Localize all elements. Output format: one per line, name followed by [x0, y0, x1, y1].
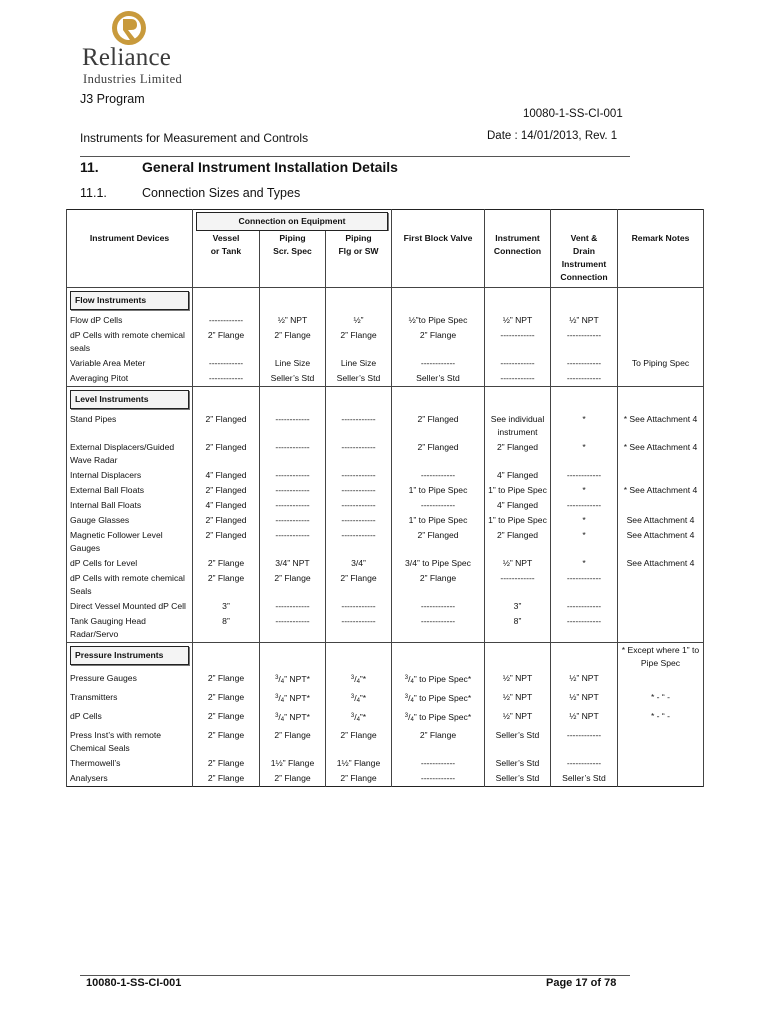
company-logo — [82, 8, 192, 86]
device-name-cell: Thermowell’s — [67, 756, 193, 771]
value-cell — [618, 756, 704, 771]
value-cell: * — [551, 528, 618, 556]
table-row — [67, 412, 704, 440]
value-cell: 2” Flanged — [485, 440, 551, 468]
table-row — [67, 498, 704, 513]
group-row-cell — [392, 287, 485, 313]
header-remark-notes: Remark Notes — [618, 231, 704, 287]
value-cell: ½” NPT — [551, 313, 618, 328]
group-row-cell — [485, 287, 551, 313]
fraction-value-cell — [260, 709, 326, 728]
value-cell: ------------ — [392, 599, 485, 614]
fraction: $^3/_4$ — [404, 711, 414, 723]
value-cell: ------------ — [551, 571, 618, 599]
fraction-denominator: 4 — [280, 678, 285, 685]
device-name-cell: Averaging Pitot — [67, 371, 193, 387]
value-cell: ------------ — [326, 498, 392, 513]
value-cell: Seller’s Std — [392, 371, 485, 387]
fraction-denominator: 4 — [280, 716, 285, 723]
fraction-suffix: ” NPT* — [284, 673, 310, 684]
value-cell: 2” Flanged — [193, 528, 260, 556]
group-label-cell — [67, 642, 193, 671]
group-row-cell — [326, 287, 392, 313]
group-row-cell — [260, 287, 326, 313]
value-cell: 3/4” to Pipe Spec — [392, 556, 485, 571]
group-row-cell — [485, 642, 551, 671]
group-label-cell — [67, 287, 193, 313]
value-cell: ------------ — [260, 440, 326, 468]
value-cell: 2” Flange — [392, 728, 485, 756]
fraction-denominator: 4 — [410, 697, 414, 704]
group-row-cell — [193, 287, 260, 313]
value-cell — [618, 571, 704, 599]
value-cell: 2” Flange — [326, 728, 392, 756]
value-cell: 3” — [193, 599, 260, 614]
device-name-cell: Flow dP Cells — [67, 313, 193, 328]
value-cell: ------------ — [392, 356, 485, 371]
fraction-value-cell — [392, 671, 485, 690]
device-name-cell: Internal Displacers — [67, 468, 193, 483]
fraction: $^3/_4$ — [275, 711, 285, 723]
table-row — [67, 528, 704, 556]
group-row-cell — [326, 386, 392, 412]
device-name-cell: Analysers — [67, 771, 193, 787]
table-row — [67, 599, 704, 614]
device-name-cell: Gauge Glasses — [67, 513, 193, 528]
fraction-value-cell — [392, 690, 485, 709]
fraction-numerator: 3 — [275, 674, 279, 681]
device-name-cell: dP Cells — [67, 709, 193, 728]
value-cell: ------------ — [485, 571, 551, 599]
value-cell: 2” Flange — [193, 571, 260, 599]
table-row — [67, 440, 704, 468]
group-row-cell — [551, 642, 618, 671]
value-cell: ------------ — [485, 371, 551, 387]
footer-document-number: 10080-1-SS-CI-001 — [86, 977, 182, 989]
value-cell: 2” Flange — [392, 571, 485, 599]
value-cell: 2” Flange — [193, 328, 260, 356]
value-cell: 2” Flange — [260, 328, 326, 356]
value-cell: ------------ — [485, 356, 551, 371]
value-cell: ------------ — [326, 614, 392, 643]
value-cell: ------------ — [260, 614, 326, 643]
value-cell: ½” NPT — [485, 690, 551, 709]
value-cell: See Attachment 4 — [618, 513, 704, 528]
value-cell: ½” NPT — [551, 709, 618, 728]
group-label: Flow Instruments — [70, 291, 189, 310]
value-cell: 1” to Pipe Spec — [392, 513, 485, 528]
group-row-cell — [551, 386, 618, 412]
device-name-cell: Transmitters — [67, 690, 193, 709]
value-cell: * - “ - — [618, 690, 704, 709]
value-cell: * See Attachment 4 — [618, 412, 704, 440]
table-row — [67, 614, 704, 643]
device-name-cell: External Displacers/Guided Wave Radar — [67, 440, 193, 468]
value-cell: ------------ — [326, 440, 392, 468]
value-cell: 2” Flange — [260, 728, 326, 756]
fraction-denominator: 4 — [410, 678, 414, 685]
value-cell: ------------ — [551, 328, 618, 356]
table-row — [67, 709, 704, 728]
value-cell: Line Size — [326, 356, 392, 371]
value-cell: 1½” Flange — [326, 756, 392, 771]
fraction-numerator: 3 — [404, 693, 409, 700]
value-cell — [618, 599, 704, 614]
value-cell: ------------ — [326, 483, 392, 498]
value-cell: ------------ — [392, 756, 485, 771]
fraction: $^3/_4$ — [275, 673, 285, 685]
value-cell — [618, 313, 704, 328]
fraction-value-cell — [326, 671, 392, 690]
value-cell: ------------ — [392, 771, 485, 787]
footer-page-number: Page 17 of 78 — [546, 977, 617, 989]
value-cell: ------------ — [392, 614, 485, 643]
connection-on-equipment-header: Connection on Equipment — [196, 212, 388, 231]
fraction-denominator: 4 — [280, 697, 285, 704]
value-cell: ------------ — [326, 528, 392, 556]
header-instrument-connection: Instrument Connection — [485, 231, 551, 287]
fraction-suffix: ”* — [359, 673, 367, 684]
group-row-cell — [193, 642, 260, 671]
table-row — [67, 571, 704, 599]
value-cell: * — [551, 556, 618, 571]
value-cell: ------------ — [260, 498, 326, 513]
value-cell: ------------ — [326, 468, 392, 483]
value-cell: * — [551, 483, 618, 498]
value-cell: 1½” Flange — [260, 756, 326, 771]
table-row — [67, 756, 704, 771]
fraction-value-cell — [260, 671, 326, 690]
footer-divider — [80, 975, 630, 976]
value-cell: 2” Flange — [326, 571, 392, 599]
value-cell: ------------ — [551, 356, 618, 371]
value-cell: ------------ — [551, 498, 618, 513]
value-cell: ------------ — [260, 599, 326, 614]
table-row — [67, 328, 704, 356]
table-group-header-row — [67, 210, 704, 232]
fraction-suffix: ” to Pipe Spec* — [413, 711, 472, 722]
value-cell: ½” NPT — [485, 671, 551, 690]
value-cell — [618, 371, 704, 387]
device-name-cell: Internal Ball Floats — [67, 498, 193, 513]
value-cell: Seller’s Std — [551, 771, 618, 787]
fraction-suffix: ” NPT* — [284, 692, 310, 703]
table-group-row — [67, 642, 704, 671]
value-cell — [618, 771, 704, 787]
fraction-suffix: ” to Pipe Spec* — [413, 673, 472, 684]
device-name-cell: Stand Pipes — [67, 412, 193, 440]
group-row-cell — [260, 386, 326, 412]
value-cell: 1” to Pipe Spec — [485, 513, 551, 528]
value-cell: See individual instrument — [485, 412, 551, 440]
value-cell: 4” Flanged — [485, 498, 551, 513]
group-label: Level Instruments — [70, 390, 189, 409]
device-name-cell: Magnetic Follower Level Gauges — [67, 528, 193, 556]
value-cell: 3/4” — [326, 556, 392, 571]
value-cell: 2” Flanged — [392, 412, 485, 440]
device-name-cell: Pressure Gauges — [67, 671, 193, 690]
value-cell: ------------ — [551, 371, 618, 387]
device-name-cell: dP Cells with remote chemical seals — [67, 328, 193, 356]
value-cell: ------------ — [551, 468, 618, 483]
value-cell: 2” Flange — [193, 690, 260, 709]
group-row-cell — [485, 386, 551, 412]
value-cell: 4” Flanged — [485, 468, 551, 483]
value-cell — [618, 614, 704, 643]
table-header-row — [67, 231, 704, 287]
value-cell: See Attachment 4 — [618, 556, 704, 571]
value-cell: 2” Flange — [193, 556, 260, 571]
table-row — [67, 483, 704, 498]
fraction-numerator: 3 — [275, 693, 279, 700]
value-cell: ------------ — [326, 412, 392, 440]
header-piping-flg: Piping Flg or SW — [326, 231, 392, 287]
value-cell — [618, 468, 704, 483]
value-cell: ------------ — [551, 756, 618, 771]
value-cell: 2” Flanged — [193, 412, 260, 440]
table-row — [67, 468, 704, 483]
value-cell: ------------ — [326, 599, 392, 614]
device-name-cell: Press Inst’s with remote Chemical Seals — [67, 728, 193, 756]
device-name-cell: dP Cells for Level — [67, 556, 193, 571]
table-group-row — [67, 386, 704, 412]
value-cell: Seller’s Std — [485, 728, 551, 756]
fraction-suffix: ” NPT* — [284, 711, 310, 722]
value-cell: ------------ — [326, 513, 392, 528]
value-cell: ------------ — [260, 412, 326, 440]
fraction-denominator: 4 — [410, 716, 414, 723]
value-cell: * See Attachment 4 — [618, 483, 704, 498]
fraction-suffix: ”* — [359, 692, 367, 703]
group-row-cell — [260, 642, 326, 671]
fraction: $^3/_4$ — [350, 692, 360, 704]
device-name-cell: Variable Area Meter — [67, 356, 193, 371]
value-cell: ------------ — [193, 356, 260, 371]
value-cell: 2” Flange — [326, 328, 392, 356]
value-cell: ½” — [326, 313, 392, 328]
value-cell: ------------ — [260, 483, 326, 498]
value-cell: Seller’s Std — [485, 756, 551, 771]
header-piping-scr: Piping Scr. Spec — [260, 231, 326, 287]
value-cell: 2” Flanged — [485, 528, 551, 556]
group-row-cell — [326, 642, 392, 671]
fraction-numerator: 3 — [350, 693, 355, 700]
value-cell: * — [551, 513, 618, 528]
value-cell: Seller’s Std — [326, 371, 392, 387]
group-row-cell — [193, 386, 260, 412]
fraction-value-cell — [260, 690, 326, 709]
subsection-heading — [80, 186, 300, 200]
fraction-denominator: 4 — [356, 716, 360, 723]
value-cell: 8” — [485, 614, 551, 643]
table-row — [67, 313, 704, 328]
device-name-cell: Tank Gauging Head Radar/Servo — [67, 614, 193, 643]
value-cell: 2” Flange — [260, 571, 326, 599]
fraction-numerator: 3 — [404, 674, 409, 681]
value-cell: ------------ — [193, 313, 260, 328]
device-name-cell: dP Cells with remote chemical Seals — [67, 571, 193, 599]
fraction-denominator: 4 — [356, 678, 360, 685]
section-number: 11. — [80, 159, 99, 175]
table-row — [67, 771, 704, 787]
fraction: $^3/_4$ — [350, 673, 360, 685]
value-cell — [618, 328, 704, 356]
value-cell: 1” to Pipe Spec — [485, 483, 551, 498]
fraction-numerator: 3 — [350, 712, 355, 719]
value-cell: 2” Flange — [193, 756, 260, 771]
fraction-value-cell — [326, 709, 392, 728]
value-cell: ------------ — [392, 498, 485, 513]
fraction-suffix: ” to Pipe Spec* — [413, 692, 472, 703]
table-row — [67, 728, 704, 756]
value-cell: 2” Flanged — [392, 440, 485, 468]
reliance-logo-icon — [109, 8, 149, 48]
value-cell: 2” Flange — [193, 771, 260, 787]
value-cell: 4” Flanged — [193, 468, 260, 483]
fraction: $^3/_4$ — [350, 711, 360, 723]
value-cell: 3/4” NPT — [260, 556, 326, 571]
value-cell: ------------ — [260, 468, 326, 483]
group-row-cell — [618, 386, 704, 412]
value-cell: 2” Flange — [193, 728, 260, 756]
value-cell: ½” NPT — [551, 690, 618, 709]
fraction-numerator: 3 — [404, 712, 409, 719]
table-row — [67, 671, 704, 690]
group-row-cell — [392, 642, 485, 671]
value-cell: ½” NPT — [485, 313, 551, 328]
group-label-cell — [67, 386, 193, 412]
value-cell: ½”to Pipe Spec — [392, 313, 485, 328]
header-vent-drain: Vent & Drain Instrument Connection — [551, 231, 618, 287]
table-row — [67, 556, 704, 571]
value-cell: ------------ — [260, 528, 326, 556]
value-cell: * — [551, 440, 618, 468]
header-vessel: Vessel or Tank — [193, 231, 260, 287]
program-name: J3 Program — [80, 92, 145, 106]
value-cell: ------------ — [551, 728, 618, 756]
connection-sizes-table — [66, 209, 704, 787]
value-cell — [618, 498, 704, 513]
section-heading — [80, 159, 398, 175]
subsection-title: Connection Sizes and Types — [142, 186, 301, 200]
value-cell: 2” Flange — [193, 671, 260, 690]
value-cell: ------------ — [392, 468, 485, 483]
document-date: Date : 14/01/2013, Rev. 1 — [487, 130, 618, 142]
value-cell: 4” Flanged — [193, 498, 260, 513]
fraction: $^3/_4$ — [404, 673, 414, 685]
value-cell: 1” to Pipe Spec — [392, 483, 485, 498]
table-row — [67, 690, 704, 709]
header-first-block-valve: First Block Valve — [392, 231, 485, 287]
value-cell — [618, 728, 704, 756]
group-row-cell — [551, 287, 618, 313]
fraction-suffix: ”* — [359, 711, 367, 722]
value-cell: ½” NPT — [260, 313, 326, 328]
value-cell: 2” Flanged — [193, 513, 260, 528]
header-instrument-devices: Instrument Devices — [67, 231, 193, 287]
value-cell: ------------ — [551, 599, 618, 614]
fraction-numerator: 3 — [275, 712, 279, 719]
value-cell: 3” — [485, 599, 551, 614]
logo-name: Reliance — [82, 44, 172, 71]
fraction-value-cell — [326, 690, 392, 709]
group-row-cell — [392, 386, 485, 412]
fraction: $^3/_4$ — [275, 692, 285, 704]
value-cell — [618, 671, 704, 690]
table-group-row — [67, 287, 704, 313]
value-cell: ------------ — [193, 371, 260, 387]
value-cell: 2” Flange — [326, 771, 392, 787]
value-cell: See Attachment 4 — [618, 528, 704, 556]
value-cell: * See Attachment 4 — [618, 440, 704, 468]
pressure-note: * Except where 1” to Pipe Spec — [618, 642, 704, 671]
value-cell: 8” — [193, 614, 260, 643]
value-cell: * - “ - — [618, 709, 704, 728]
value-cell: ------------ — [260, 513, 326, 528]
value-cell: 2” Flange — [260, 771, 326, 787]
value-cell: ------------ — [485, 328, 551, 356]
value-cell: 2” Flanged — [193, 483, 260, 498]
table-row — [67, 371, 704, 387]
value-cell: ½” NPT — [551, 671, 618, 690]
value-cell: ½” NPT — [485, 709, 551, 728]
fraction-value-cell — [392, 709, 485, 728]
fraction: $^3/_4$ — [404, 692, 414, 704]
section-title: General Instrument Installation Details — [142, 159, 398, 175]
group-row-cell — [618, 287, 704, 313]
subsection-number: 11.1. — [80, 186, 107, 200]
value-cell: 2” Flanged — [392, 528, 485, 556]
value-cell: ------------ — [551, 614, 618, 643]
document-subtitle: Instruments for Measurement and Controls — [80, 131, 309, 145]
fraction-numerator: 3 — [350, 674, 355, 681]
value-cell: Seller’s Std — [260, 371, 326, 387]
table-row — [67, 356, 704, 371]
fraction-denominator: 4 — [356, 697, 360, 704]
value-cell: 2” Flange — [193, 709, 260, 728]
group-label: Pressure Instruments — [70, 646, 189, 665]
device-name-cell: Direct Vessel Mounted dP Cell — [67, 599, 193, 614]
document-number: 10080-1-SS-CI-001 — [523, 108, 623, 120]
device-name-cell: External Ball Floats — [67, 483, 193, 498]
value-cell: Seller’s Std — [485, 771, 551, 787]
value-cell: ½” NPT — [485, 556, 551, 571]
logo-subtitle: Industries Limited — [83, 72, 183, 86]
value-cell: 2” Flange — [392, 328, 485, 356]
value-cell: Line Size — [260, 356, 326, 371]
table-row — [67, 513, 704, 528]
value-cell: To Piping Spec — [618, 356, 704, 371]
value-cell: * — [551, 412, 618, 440]
value-cell: 2” Flanged — [193, 440, 260, 468]
header-divider — [80, 156, 630, 157]
